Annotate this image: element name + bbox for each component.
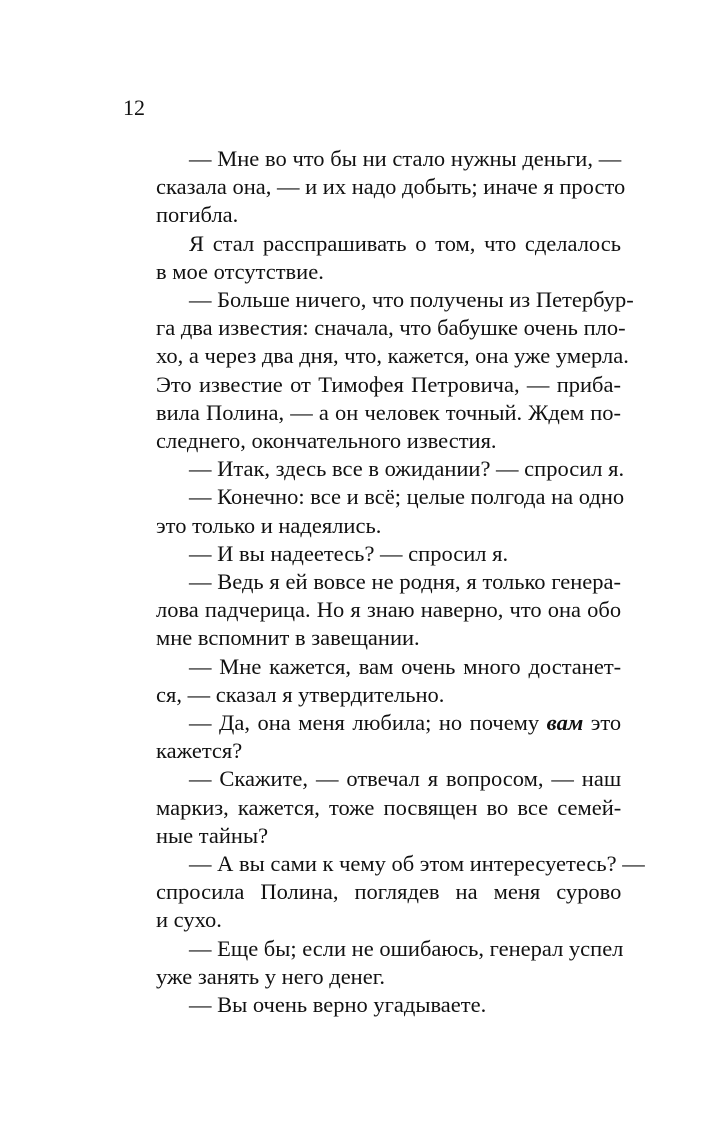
text-line: в мое отсутствие.	[156, 258, 324, 284]
text-line: мне вспомнит в завещании.	[156, 625, 420, 651]
paragraph	[123, 145, 626, 230]
text-line: — И вы надеетесь? — спросил я.	[189, 540, 509, 566]
paragraph	[123, 765, 621, 850]
paragraph	[123, 540, 621, 568]
text-line: Я стал расспрашивать о том, что сделалось	[189, 230, 621, 256]
text-line: — Еще бы; если не ошибаюсь, генерал успел	[189, 935, 624, 961]
text-line: это только и надеялись.	[156, 512, 382, 538]
paragraph	[123, 568, 621, 653]
paragraph	[123, 455, 625, 483]
text-line: следнего, окончательного известия.	[156, 428, 497, 454]
text-line: — Вы очень верно угадываете.	[189, 992, 487, 1018]
text-line: — Мне кажется, вам очень много достанет-	[189, 653, 622, 679]
paragraph	[123, 653, 621, 709]
text-line: — Больше ничего, что получены из Петербур-	[189, 287, 634, 313]
paragraph	[123, 850, 645, 935]
text-line: вила Полина, — а он человек точный. Ждем по-	[156, 399, 621, 425]
text-line: — А вы сами к чему об этом интересуетесь? —	[189, 851, 645, 877]
text-line: и сухо.	[156, 907, 222, 933]
text-line: — Конечно: все и всё; целые полгода на одно	[189, 484, 625, 510]
emphasized-word: вам	[546, 710, 584, 736]
text-line: ные тайны?	[156, 822, 269, 848]
text-line: спросила Полина, поглядев на меня сурово	[156, 879, 622, 905]
text-line: хо, а через два дня, что, кажется, она уже умерла.	[156, 343, 629, 369]
text-line: — Итак, здесь все в ожидании? — спросил я.	[189, 456, 625, 482]
paragraph	[123, 286, 634, 455]
page-number: 12	[123, 95, 145, 120]
text-line	[123, 709, 621, 737]
text-line: га два известия: сначала, что бабушке очень пло-	[156, 315, 626, 341]
text-fragment: это	[583, 710, 622, 736]
paragraph	[123, 230, 621, 286]
paragraph	[123, 709, 621, 765]
text-line: ся, — сказал я утвердительно.	[156, 681, 445, 707]
text-line: — Ведь я ей вовсе не родня, я только генера-	[189, 569, 621, 595]
text-line: кажется?	[156, 738, 243, 764]
text-line: — Мне во что бы ни стало нужны деньги, —	[189, 146, 622, 171]
text-line: погибла.	[156, 202, 239, 228]
text-line: лова падчерица. Но я знаю наверно, что она обо	[156, 597, 622, 623]
text-line: — Скажите, — отвечал я вопросом, — наш	[189, 766, 622, 792]
paragraph	[123, 991, 621, 1019]
text-fragment: — Да, она меня любила; но почему	[189, 710, 547, 736]
book-text	[123, 145, 645, 1019]
paragraph	[123, 935, 624, 991]
text-line: маркиз, кажется, тоже посвящен во все семей-	[156, 794, 622, 820]
text-line: уже занять у него денег.	[156, 963, 386, 989]
text-line: сказала она, — и их надо добыть; иначе я просто	[156, 174, 626, 200]
text-line: Это известие от Тимофея Петровича, — приба-	[156, 371, 621, 397]
paragraph	[123, 483, 625, 539]
